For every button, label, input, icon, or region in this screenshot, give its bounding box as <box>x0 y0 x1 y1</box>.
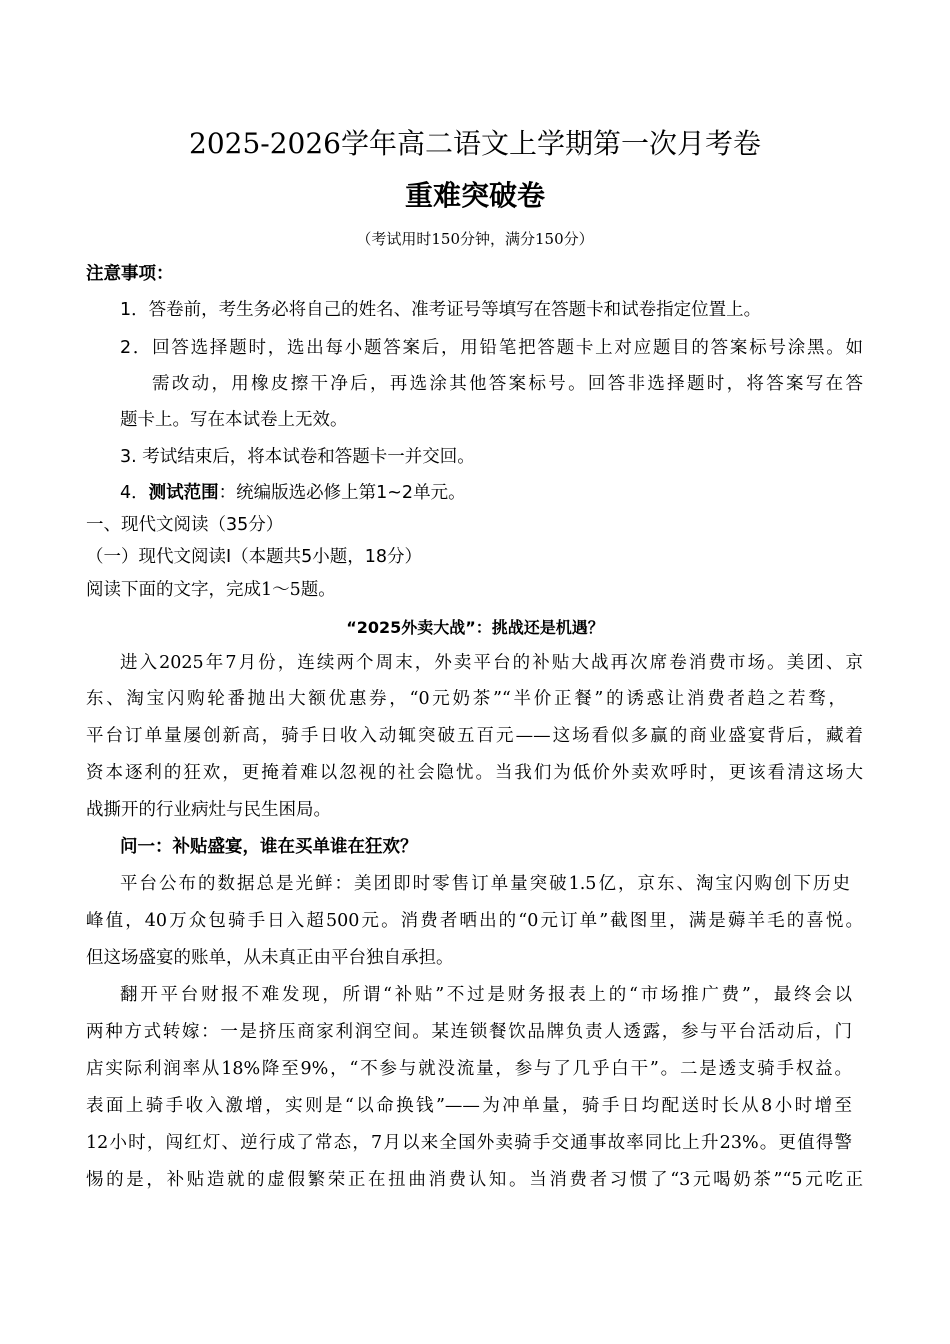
notes-item-4-prefix: 4． <box>120 483 149 503</box>
notes-item-2-line-2: 需改动，用橡皮擦干净后，再选涂其他答案标号。回答非选择题时，将答案写在答 <box>152 374 863 394</box>
article-p3-line: 两种方式转嫁：一是挤压商家利润空间。某连锁餐饮品牌负责人透露，参与平台活动后，门 <box>86 1022 852 1042</box>
article-p2-line: 峰值，40万众包骑手日入超500元。消费者晒出的“0元订单”截图里，满是薅羊毛的喜悦。 <box>86 911 863 931</box>
article-p3-line: 翻开平台财报不难发现，所谓“补贴”不过是财务报表上的“市场推广费”，最终会以 <box>120 985 852 1005</box>
notes-item-4-text: ：统编版选必修上第1~2单元。 <box>218 483 466 503</box>
article-p1-line: 资本逐利的狂欢，更掩着难以忽视的社会隐忧。当我们为低价外卖欢呼时，更该看清这场大 <box>86 763 863 783</box>
article-title: “2025外卖大战”：挑战还是机遇？ <box>346 618 604 637</box>
notes-item-4 <box>120 481 620 505</box>
article-p3-line: 店实际利润率从18%降至9%，“不参与就没流量，参与了几乎白干”。二是透支骑手权益。 <box>86 1059 852 1079</box>
article-p2-line: 但这场盛宴的账单，从未真正由平台独自承担。 <box>86 948 454 968</box>
article-p1-line: 平台订单量屡创新高，骑手日收入动辄突破五百元——这场看似多赢的商业盛宴背后，藏着 <box>86 726 863 746</box>
article-question-heading: 问一：补贴盛宴，谁在买单谁在狂欢？ <box>120 837 418 857</box>
exam-title: 2025-2026学年高二语文上学期第一次月考卷 <box>189 127 761 160</box>
article-p2-line: 平台公布的数据总是光鲜：美团即时零售订单量突破1.5亿，京东、淘宝闪购创下历史 <box>120 874 850 894</box>
notes-item-3: 3. 考试结束后，将本试卷和答题卡一并交回。 <box>120 447 475 467</box>
section-subheading: （一）现代文阅读Ⅰ（本题共5小题，18分） <box>86 547 423 567</box>
article-p3-line: 惕的是，补贴造就的虚假繁荣正在扭曲消费认知。当消费者习惯了“3元喝奶茶”“5元吃正 <box>86 1170 863 1190</box>
article-p1-line: 东、淘宝闪购轮番抛出大额优惠券，“0元奶茶”“半价正餐”的诱惑让消费者趋之若骛， <box>86 689 846 709</box>
article-p1-line: 进入2025年7月份，连续两个周末，外卖平台的补贴大战再次席卷消费市场。美团、京 <box>120 653 863 673</box>
section-heading: 一、现代文阅读（35分） <box>86 515 284 535</box>
exam-info: （考试用时150分钟，满分150分） <box>356 230 594 248</box>
exam-subtitle: 重难突破卷 <box>404 179 545 212</box>
notes-item-4-label: 测试范围 <box>148 483 219 503</box>
section-instruction: 阅读下面的文字，完成1～5题。 <box>86 580 336 600</box>
notes-item-1: 1．答卷前，考生务必将自己的姓名、准考证号等填写在答题卡和试卷指定位置上。 <box>120 300 762 320</box>
notes-heading: 注意事项： <box>86 264 174 284</box>
article-p1-line: 战撕开的行业病灶与民生困局。 <box>86 800 331 820</box>
article-p3-line: 表面上骑手收入激增，实则是“以命换钱”——为冲单量，骑手日均配送时长从8小时增至 <box>86 1096 852 1116</box>
notes-item-2-line-1: 2．回答选择题时，选出每小题答案后，用铅笔把答题卡上对应题目的答案标号涂黑。如 <box>120 338 863 358</box>
notes-item-2-line-3: 题卡上。写在本试卷上无效。 <box>120 410 348 430</box>
article-p3-line: 12小时，闯红灯、逆行成了常态，7月以来全国外卖骑手交通事故率同比上升23%。更值得警 <box>86 1133 852 1153</box>
